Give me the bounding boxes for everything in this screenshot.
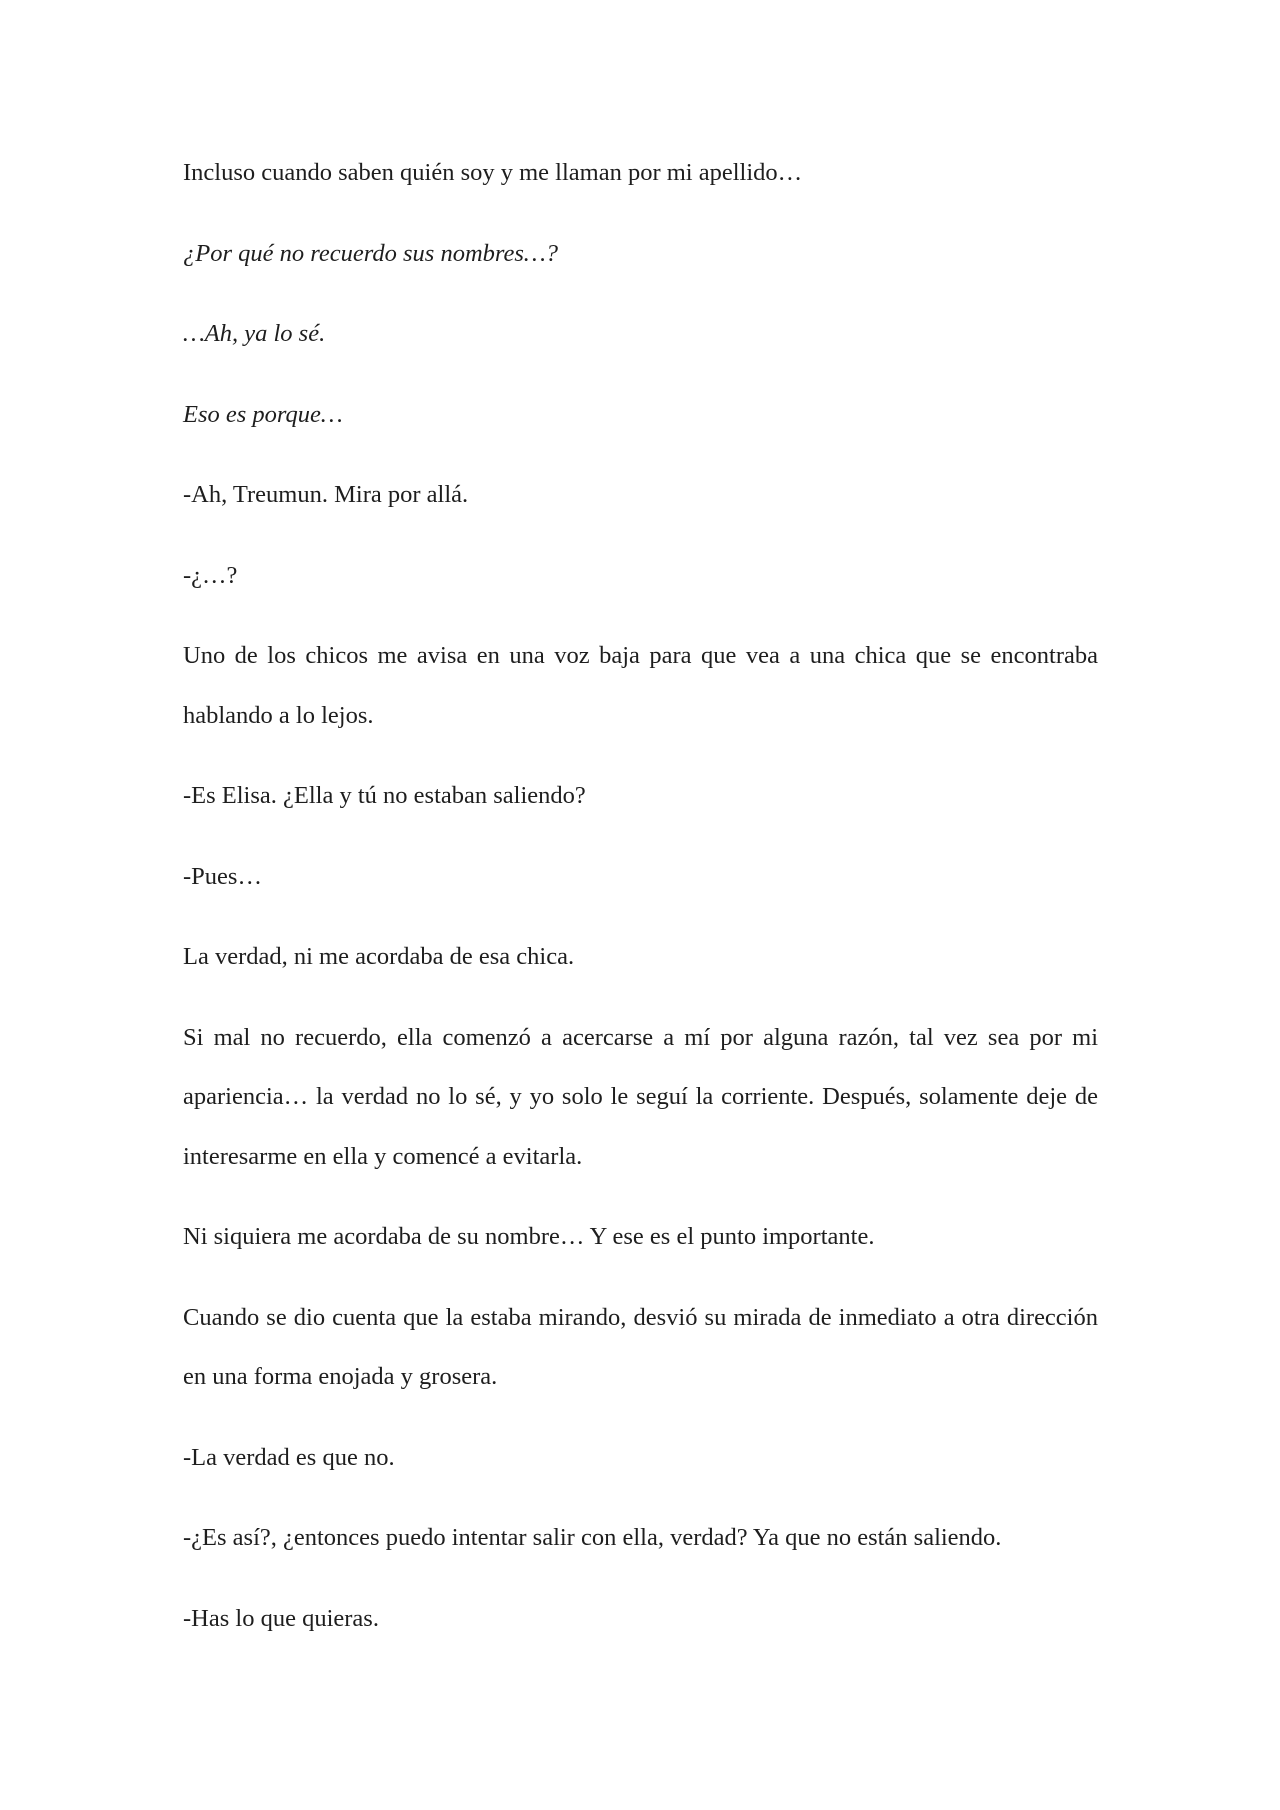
paragraph: Incluso cuando saben quién soy y me llaman por mi apellido… (183, 159, 803, 186)
paragraph: ¿Por qué no recuerdo sus nombres…? (183, 239, 558, 267)
paragraph: …Ah, ya lo sé. (183, 320, 326, 347)
paragraph: -La verdad es que no. (183, 1443, 395, 1471)
paragraph: -Has lo que quieras. (183, 1604, 379, 1632)
paragraph: Eso es porque… (183, 400, 343, 428)
paragraph: -Pues… (183, 862, 262, 890)
paragraph: Uno de los chicos me avisa en una voz baja para que vea a una chica que se encontraba hablando a lo lejos. (183, 642, 1098, 729)
paragraph: -¿Es así?, ¿entonces puedo intentar salir con ella, verdad? Ya que no están saliendo. (183, 1524, 1002, 1551)
paragraph: -¿…? (183, 561, 238, 589)
paragraph: -Ah, Treumun. Mira por allá. (183, 481, 469, 508)
paragraph: Ni siquiera me acordaba de su nombre… Y ese es el punto importante. (183, 1223, 875, 1250)
paragraph: La verdad, ni me acordaba de esa chica. (183, 943, 575, 970)
paragraph: -Es Elisa. ¿Ella y tú no estaban saliendo? (183, 782, 586, 809)
body-text (183, 143, 1098, 1669)
paragraph: Si mal no recuerdo, ella comenzó a acercarse a mí por alguna razón, tal vez sea por mi apariencia… la verdad no lo sé, y yo solo le seguí la corriente. Después, solamente deje de interesarme en ella y comencé a evitarla. (183, 1023, 1098, 1170)
paragraph: Cuando se dio cuenta que la estaba mirando, desvió su mirada de inmediato a otra dirección en una forma enojada y grosera. (183, 1303, 1098, 1390)
